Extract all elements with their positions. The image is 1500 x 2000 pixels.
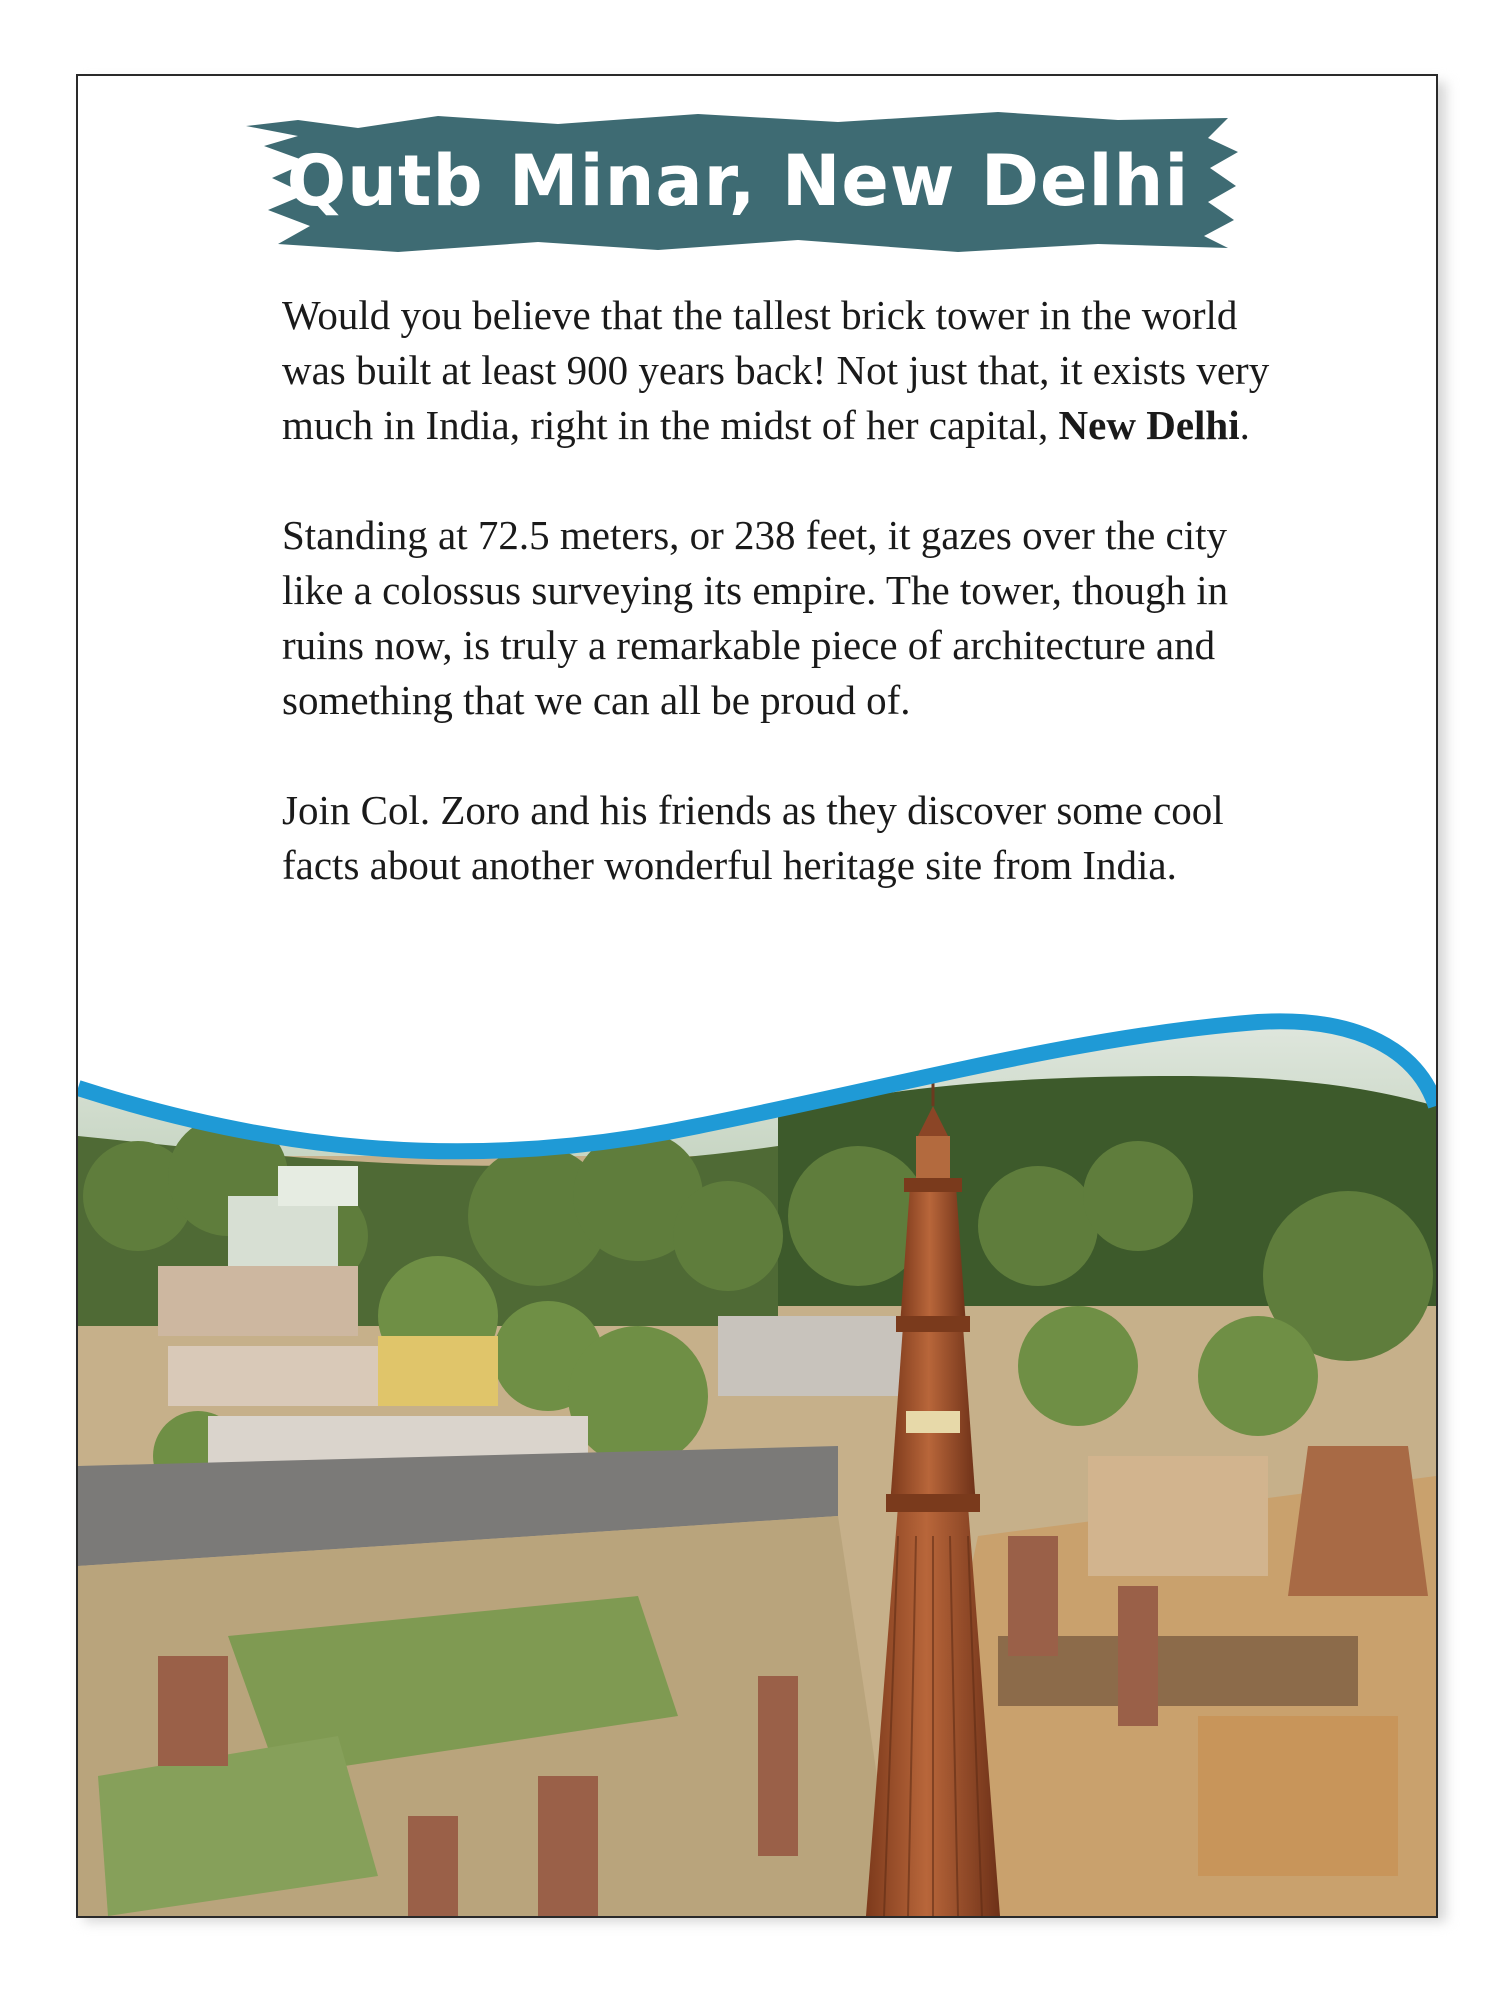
paragraph-1-text: Would you believe that the tallest brick tower in the world was built at least 900 years back! Not just that, it exists very much in India, right in the midst of her capital, (282, 292, 1270, 448)
paragraph-2-text: Standing at 72.5 meters, or 238 feet, it gazes over the city like a colossus surveying its empire. The tower, though in ruins now, is truly a remarkable piece of architecture and something that we can all be proud of. (282, 512, 1229, 723)
paragraph-1 (282, 288, 1282, 453)
title-banner (238, 106, 1238, 256)
paragraph-3-text: Join Col. Zoro and his friends as they discover some cool facts about another wonderful heritage site from India. (282, 787, 1224, 888)
paragraph-1-end: . (1239, 402, 1250, 448)
book-page (76, 74, 1438, 1918)
paragraph-2 (282, 508, 1282, 728)
body-text (282, 288, 1282, 948)
paragraph-1-bold: New Delhi (1058, 402, 1240, 448)
paragraph-3 (282, 783, 1282, 893)
page-title: Qutb Minar, New Delhi (286, 140, 1190, 222)
